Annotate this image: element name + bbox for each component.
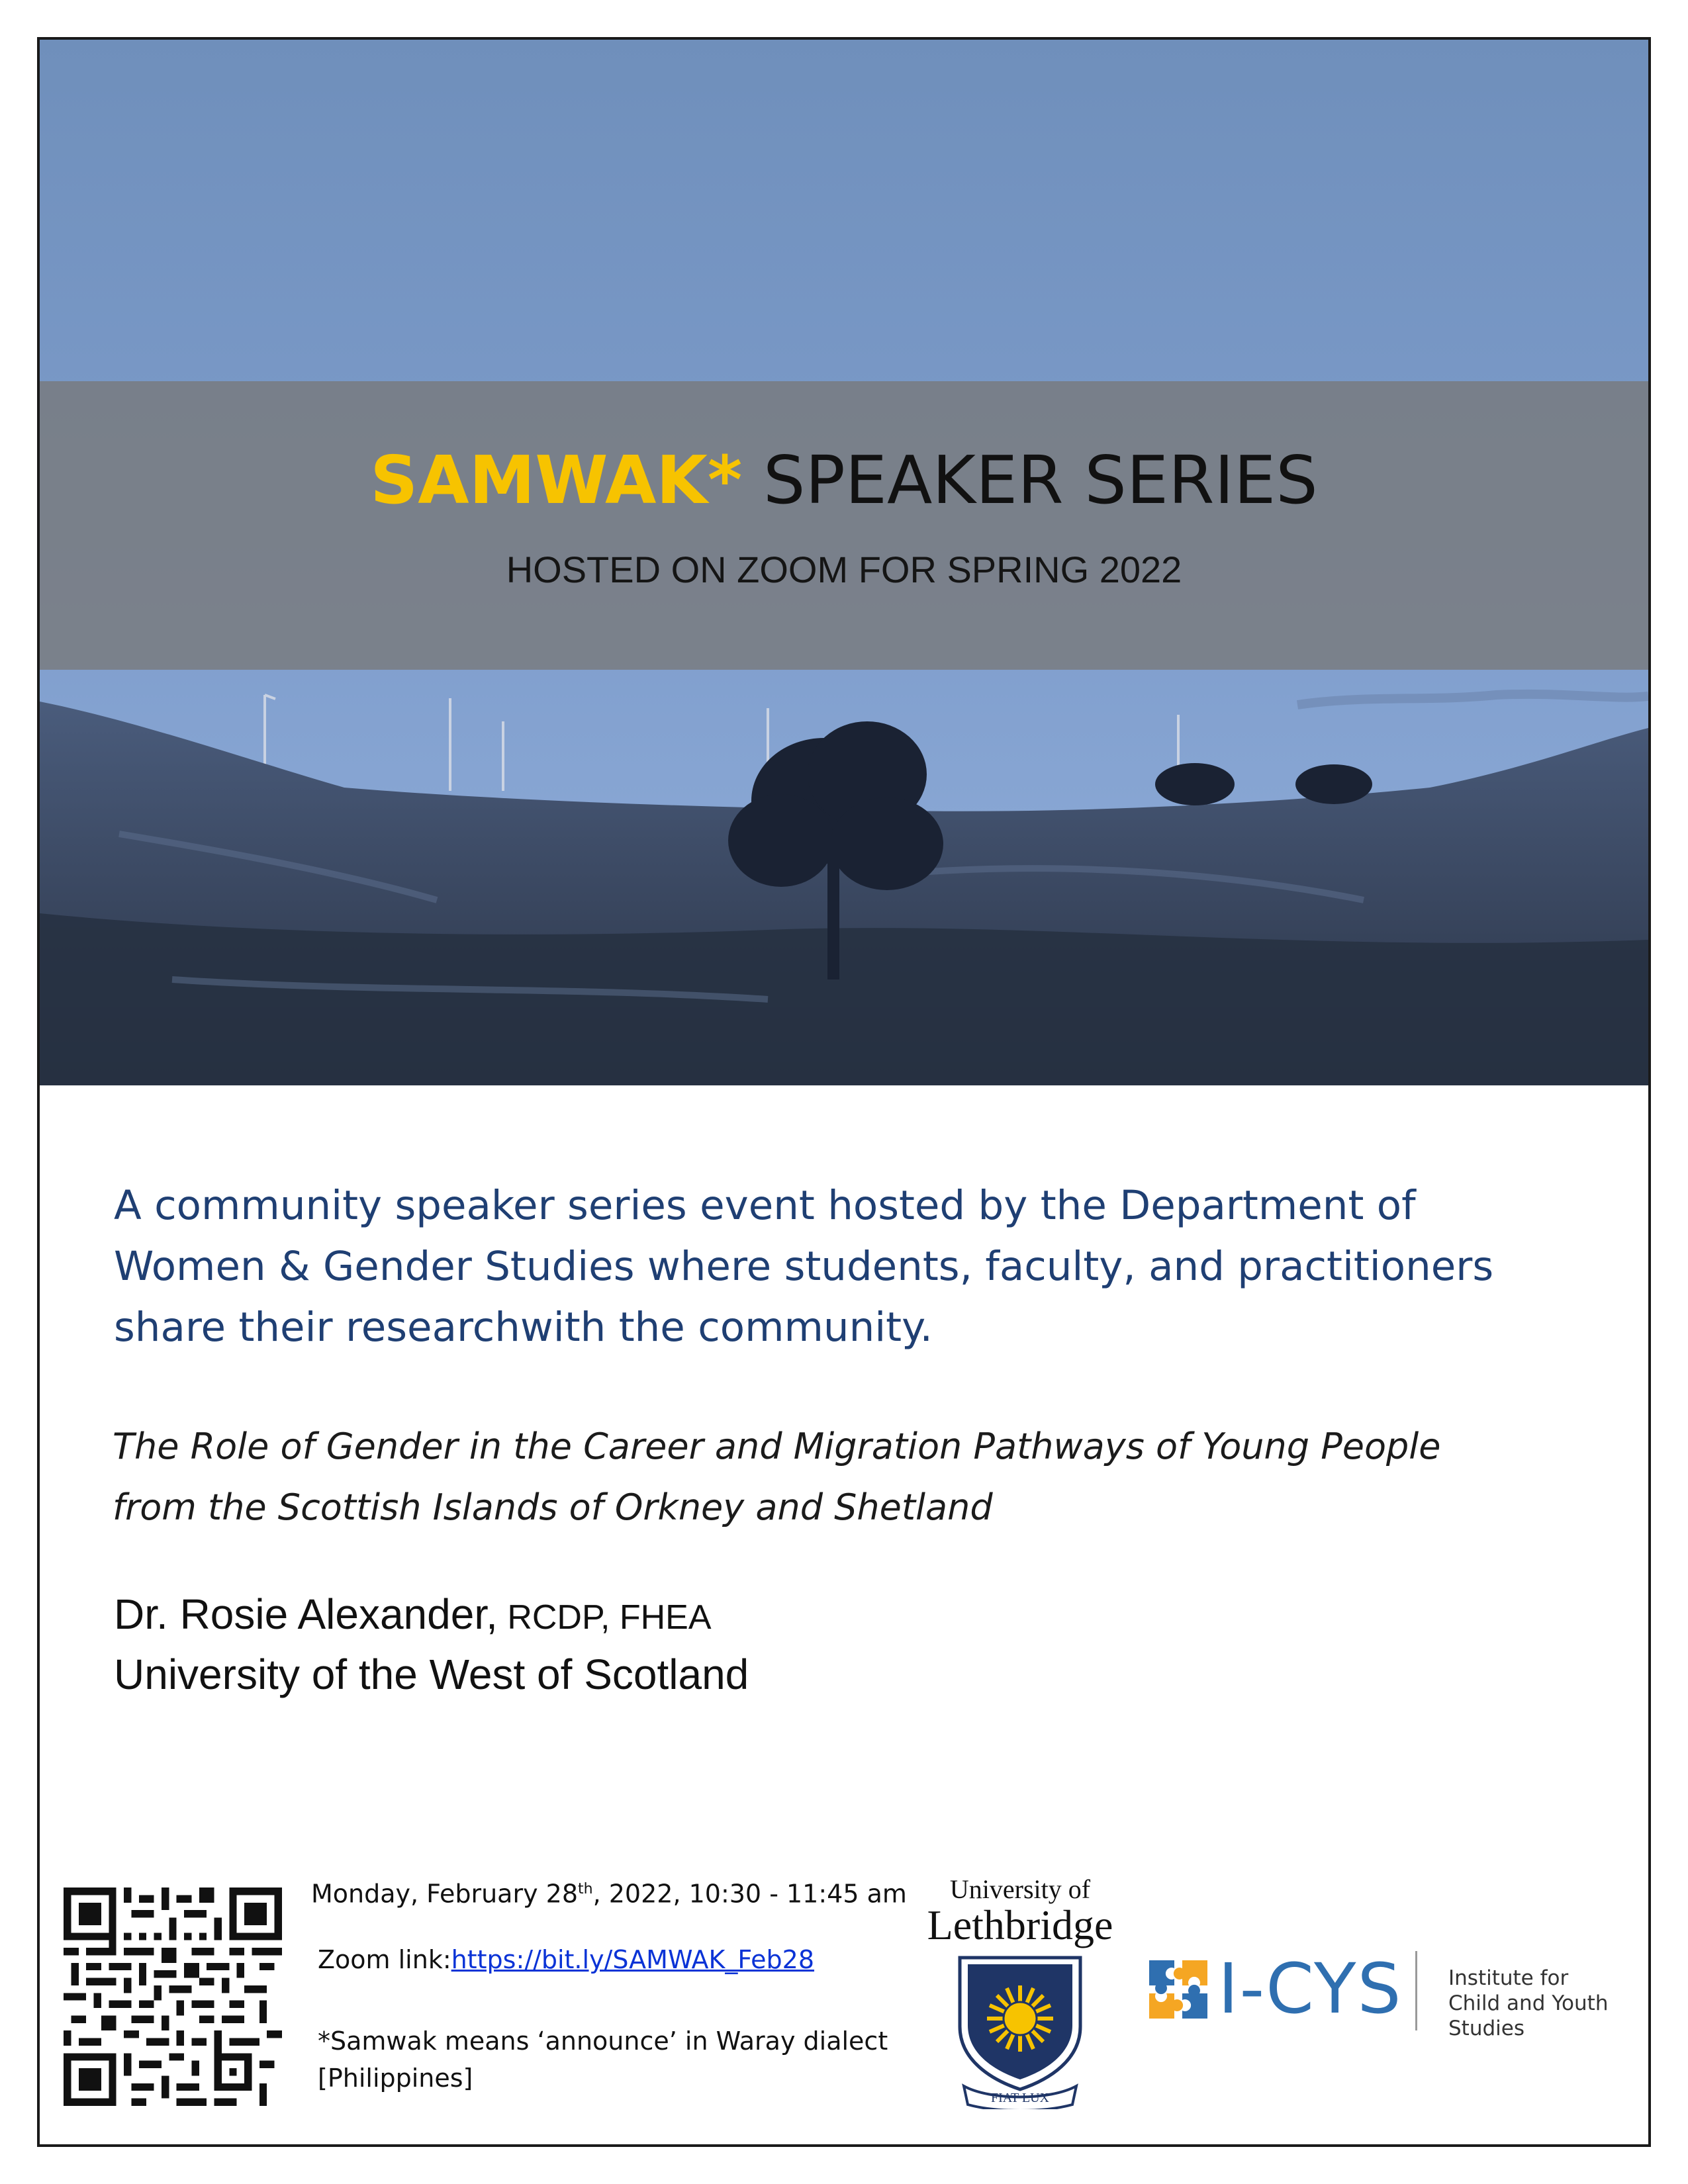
- speaker-name-line: [114, 1586, 1438, 1646]
- icys-tagline-line-2: Child and Youth Studies: [1448, 1991, 1609, 2040]
- speaker-name: Dr. Rosie Alexander,: [114, 1590, 498, 1638]
- page-border: [37, 37, 1651, 2147]
- series-subtitle: HOSTED ON ZOOM FOR SPRING 2022: [506, 549, 1182, 590]
- talk-title: [113, 1416, 1602, 1538]
- zoom-line: [318, 1943, 814, 1976]
- event-date-prefix: Monday, February 28: [311, 1879, 578, 1909]
- uleth-crest-icon: [951, 1954, 1090, 2109]
- icys-tagline: [1448, 1966, 1647, 2041]
- event-date: [311, 1873, 907, 1911]
- talk-title-line-2: from the Scottish Islands of Orkney and Shetland: [113, 1486, 993, 1528]
- samwak-footnote: [318, 2023, 914, 2097]
- uleth-motto: FIAT LUX: [991, 2091, 1049, 2105]
- samwak-footnote-line-2: [Philippines]: [318, 2064, 473, 2093]
- icys-divider: [1415, 1951, 1417, 2030]
- series-title-rest: SPEAKER SERIES: [763, 441, 1318, 519]
- speaker-credentials: RCDP, FHEA: [497, 1598, 712, 1637]
- uleth-wordmark-line-2: Lethbridge: [927, 1901, 1113, 1948]
- icys-wordmark: I-CYS: [1218, 1948, 1403, 2029]
- speaker-affiliation: University of the West of Scotland: [114, 1651, 749, 1698]
- zoom-label: Zoom link:: [318, 1945, 451, 1974]
- event-date-suffix-ordinal: th: [578, 1881, 593, 1897]
- qr-code[interactable]: [64, 1888, 282, 2106]
- series-title-accent: SAMWAK*: [370, 441, 743, 519]
- university-of-lethbridge-logo: [924, 1874, 1116, 2113]
- zoom-link[interactable]: https://bit.ly/SAMWAK_Feb28: [451, 1945, 815, 1974]
- puzzle-icon: [1145, 1956, 1211, 2023]
- intro-paragraph: A community speaker series event hosted by the Department of Women & Gender Studies where students, faculty, and practitioners share their researchwith the community.: [114, 1182, 1494, 1351]
- uleth-wordmark-line-1: University of: [949, 1874, 1091, 1904]
- samwak-footnote-line-1: *Samwak means ‘announce’ in Waray dialect: [318, 2026, 888, 2056]
- icys-tagline-line-1: Institute for: [1448, 1966, 1569, 1990]
- speaker-block: [114, 1586, 1438, 1703]
- icys-logo: [1145, 1946, 1642, 2040]
- event-date-time: , 2022, 10:30 - 11:45 am: [592, 1879, 907, 1909]
- talk-title-line-1: The Role of Gender in the Career and Migration Pathways of Young People: [113, 1426, 1441, 1467]
